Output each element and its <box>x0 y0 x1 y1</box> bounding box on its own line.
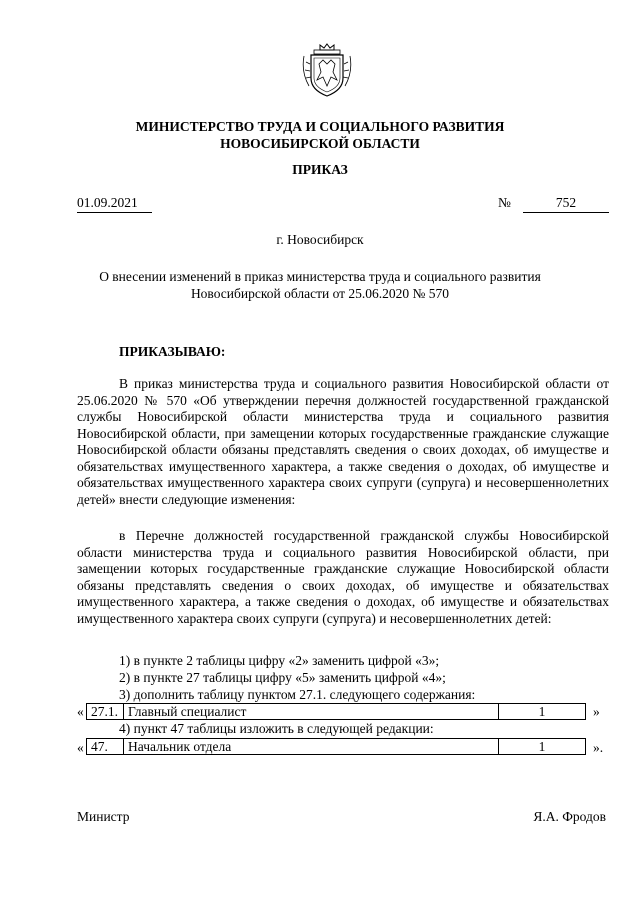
table2-open-quote: « <box>77 740 84 755</box>
list-item-2: 2) в пункте 27 таблицы цифру «5» заменить цифрой «4»; <box>119 670 446 685</box>
number-label: № <box>498 195 511 210</box>
table1-close-quote: » <box>593 704 600 719</box>
insert-table-2 <box>86 738 586 755</box>
insert-table-1 <box>86 703 586 720</box>
subject-line1: О внесении изменений в приказ министерства труда и социального развития <box>99 269 541 284</box>
table-row <box>87 739 586 755</box>
doc-title: ПРИКАЗ <box>292 162 348 177</box>
table-cell-count: 1 <box>499 739 586 755</box>
table1-open-quote: « <box>77 704 84 719</box>
city: г. Новосибирск <box>276 232 364 247</box>
table-row <box>87 704 586 720</box>
table-cell-position: Начальник отдела <box>124 739 499 755</box>
order-number: 752 <box>523 195 609 213</box>
signature-name: Я.А. Фродов <box>533 809 606 824</box>
subject-line2: Новосибирской области от 25.06.2020 № 570 <box>190 286 450 301</box>
body-paragraph-2: в Перечне должностей государственной гражданской службы Новосибирской области министерства труда и социального развития Новосибирской области, при замещении которых государственные гражданские служащие Новосибирской области обязаны представлять сведения о своих доходах, об имуществе и обязательствах имущественного характера, а также сведения о доходах, об имуществе и обязательствах имущественного характера своих супруги (супруга) и несовершеннолетних детей: <box>77 528 609 626</box>
table-cell-number: 27.1. <box>87 704 124 720</box>
order-word: ПРИКАЗЫВАЮ: <box>119 344 226 359</box>
table2-close-quote: ». <box>593 740 604 755</box>
list-item-4: 4) пункт 47 таблицы изложить в следующей редакции: <box>119 721 434 736</box>
ministry-name-line2: НОВОСИБИРСКОЙ ОБЛАСТИ <box>220 136 420 151</box>
list-item-3: 3) дополнить таблицу пунктом 27.1. следующего содержания: <box>119 687 476 702</box>
ministry-name-line1: МИНИСТЕРСТВО ТРУДА И СОЦИАЛЬНОГО РАЗВИТИЯ <box>135 119 505 134</box>
table-cell-position: Главный специалист <box>124 704 499 720</box>
body-paragraph-1: В приказ министерства труда и социального развития Новосибирской области от 25.06.2020 № 570 «Об утверждении перечня должностей государственной гражданской службы Новосибирской области министерства труда и социального развития Новосибирской области, при замещении которых государственные гражданские служащие Новосибирской области обязаны представлять сведения о своих доходах, об имуществе и обязательствах имущественного характера, а также сведения о доходах, об имуществе и обязательствах имущественного характера своих супруги (супруга) и несовершеннолетних детей» внести следующие изменения: <box>77 376 609 507</box>
list-item-1: 1) в пункте 2 таблицы цифру «2» заменить цифрой «3»; <box>119 653 440 668</box>
coat-of-arms-icon <box>301 42 353 98</box>
table-cell-count: 1 <box>499 704 586 720</box>
signature-title: Министр <box>77 809 130 824</box>
table-cell-number: 47. <box>87 739 124 755</box>
order-date: 01.09.2021 <box>77 195 152 213</box>
